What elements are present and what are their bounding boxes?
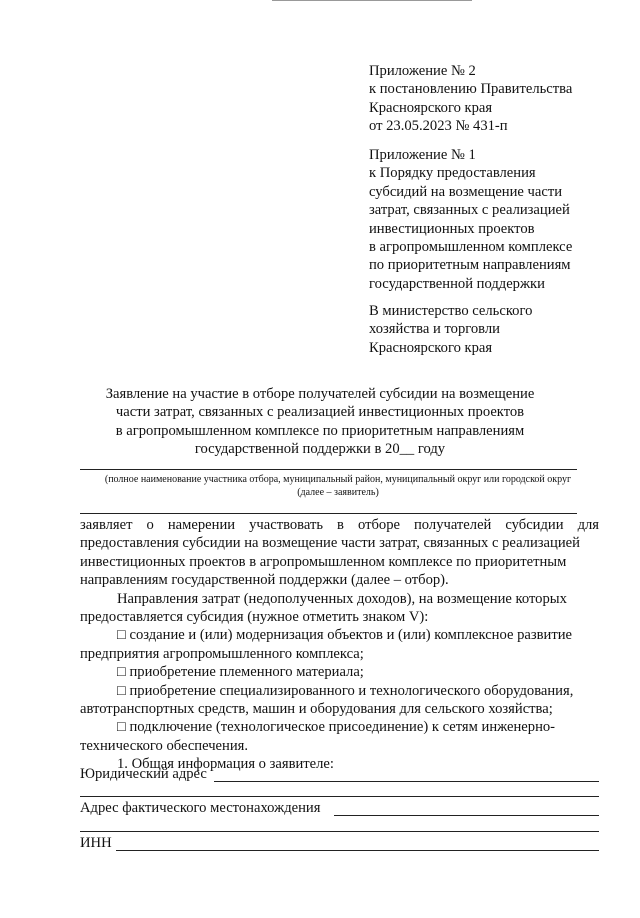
- annex-2-line: от 23.05.2023 № 431-п: [369, 118, 508, 135]
- option-connection[interactable]: □ подключение (технологическое присоединение) к сетям инженерно-: [117, 719, 556, 736]
- actual-address-fill-line[interactable]: [334, 815, 599, 816]
- recipient-line: В министерство сельского: [369, 303, 533, 319]
- title-line: государственной поддержки в 20__ году: [194, 441, 446, 458]
- annex-1-line: государственной поддержки: [369, 275, 545, 292]
- inn-label: ИНН: [80, 835, 112, 851]
- document-title: [60, 385, 580, 459]
- word: о: [146, 517, 154, 533]
- applicant-name-fill-line-2[interactable]: [80, 513, 577, 514]
- annex-1-header: [369, 146, 572, 293]
- section-1-heading: 1. Общая информация о заявителе:: [117, 756, 334, 773]
- caption-line: (полное наименование участника отбора, муниципальный район, муниципальный округ или городской округ: [104, 474, 572, 485]
- annex-1-line: к Порядку предоставления: [369, 165, 536, 182]
- intent-line-justified: [80, 516, 599, 534]
- caption-line: (далее – заявитель): [297, 486, 379, 498]
- word: отборе: [357, 517, 400, 533]
- annex-1-line: по приоритетным направлениям: [369, 257, 571, 274]
- word: участвовать: [249, 517, 324, 533]
- legal-address-fill-line-2[interactable]: [80, 796, 599, 797]
- actual-address-fill-line-2[interactable]: [80, 831, 599, 832]
- legal-address-field[interactable]: [80, 765, 599, 783]
- annex-1-line: в агропромышленном комплексе: [369, 238, 573, 255]
- actual-address-label: Адрес фактического местонахождения: [80, 800, 321, 816]
- word: в: [337, 517, 344, 533]
- option-connection-cont: технического обеспечения.: [80, 737, 249, 754]
- applicant-name-fill-line[interactable]: [80, 469, 577, 470]
- intent-line: направлениям государственной поддержки (далее – отбор).: [80, 572, 449, 589]
- annex-1-line: затрат, связанных с реализацией: [369, 202, 570, 219]
- annex-2-line: к постановлению Правительства: [369, 81, 573, 98]
- option-create-modernize-cont: предприятия агропромышленного комплекса;: [80, 645, 364, 662]
- intent-line: инвестиционных проектов в агропромышленном комплексе по приоритетным: [80, 553, 567, 570]
- applicant-name-caption: [80, 474, 596, 499]
- word: намерении: [167, 517, 236, 533]
- inn-fill-line[interactable]: [116, 850, 599, 851]
- intent-paragraph: [80, 516, 599, 773]
- annex-2-header: [369, 62, 572, 136]
- intent-line: предоставления субсидии на возмещение части затрат, связанных с реализацией: [80, 535, 580, 552]
- legal-address-fill-line[interactable]: [214, 781, 599, 782]
- annex-1-line: субсидий на возмещение части: [369, 183, 563, 200]
- annex-1-line: инвестиционных проектов: [369, 220, 535, 237]
- option-equipment-cont: автотранспортных средств, машин и оборудования для сельского хозяйства;: [80, 700, 553, 717]
- recipient-line: Красноярского края: [369, 339, 493, 356]
- annex-1-line: Приложение № 1: [369, 147, 476, 163]
- directions-line: предоставляется субсидия (нужное отметить знаком V):: [80, 608, 429, 625]
- scan-top-edge-line: [272, 0, 472, 1]
- word: заявляет: [80, 517, 133, 533]
- word: для: [577, 517, 599, 533]
- word: субсидии: [505, 517, 564, 533]
- option-breeding-material[interactable]: □ приобретение племенного материала;: [117, 664, 364, 681]
- legal-address-label: Юридический адрес: [80, 766, 207, 782]
- inn-field[interactable]: [80, 834, 599, 852]
- title-line: Заявление на участие в отборе получателей субсидии на возмещение: [105, 386, 535, 402]
- recipient-line: хозяйства и торговли: [369, 321, 500, 338]
- annex-2-line: Приложение № 2: [369, 63, 476, 79]
- word: получателей: [414, 517, 492, 533]
- annex-2-line: Красноярского края: [369, 99, 493, 116]
- actual-address-field[interactable]: [80, 799, 599, 817]
- option-create-modernize[interactable]: □ создание и (или) модернизация объектов и (или) комплексное развитие: [117, 627, 572, 644]
- title-line: части затрат, связанных с реализацией инвестиционных проектов: [115, 404, 525, 421]
- recipient-block: [369, 302, 532, 357]
- directions-line: Направления затрат (недополученных доходов), на возмещение которых: [117, 590, 567, 607]
- option-equipment[interactable]: □ приобретение специализированного и технологического оборудования,: [117, 682, 574, 699]
- title-line: в агропромышленном комплексе по приоритетным направлениям: [115, 422, 525, 439]
